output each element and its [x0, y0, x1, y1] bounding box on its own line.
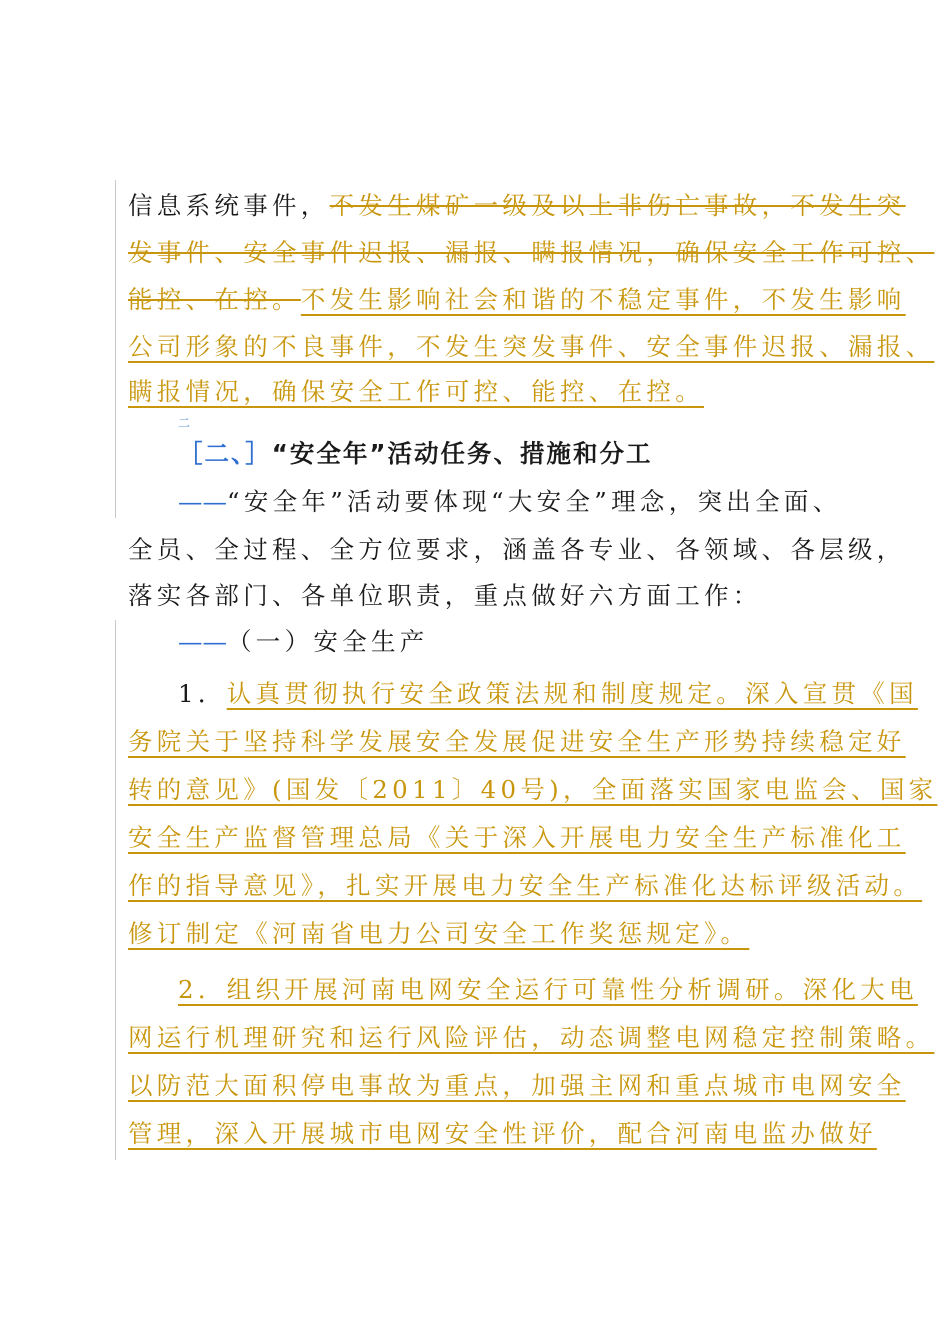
item-number: 1．	[178, 679, 227, 708]
text-line	[128, 772, 937, 812]
revision-bar-bottom	[115, 620, 116, 1160]
insertion-marker: 二	[178, 416, 191, 430]
section-heading	[178, 436, 652, 476]
text-line	[128, 1020, 934, 1060]
inserted-text: 不发生影响社会和谐的不稳定事件，不发生影响	[300, 285, 906, 314]
deleted-text: 发事件、安全事件迟报、漏报、瞒报情况，确保安全工作可控、	[128, 238, 935, 267]
paragraph-text: “安全年”活动要体现“大安全”理念，突出全面、	[227, 487, 842, 516]
inserted-text: 修订制定《河南省电力公司安全工作奖惩规定》。	[128, 919, 750, 948]
heading-number: ［二、］	[178, 439, 272, 468]
subsection-title: （一）安全生产	[227, 627, 429, 656]
indent-marker: ——	[178, 487, 227, 516]
text-line	[128, 820, 906, 860]
text-line	[178, 484, 842, 524]
paragraph-text: 全员、全过程、全方位要求，涵盖各专业、各领域、各层级，	[128, 535, 906, 564]
revision-bar-top	[115, 180, 116, 518]
inserted-text: 以防范大面积停电事故为重点，加强主网和重点城市电网安全	[128, 1071, 906, 1100]
plain-text: 信息系统事件，	[128, 191, 330, 220]
inserted-text: 管理，深入开展城市电网安全性评价，配合河南电监办做好	[128, 1119, 877, 1148]
subsection-heading	[178, 624, 429, 664]
text-line	[128, 282, 906, 322]
inserted-text: 公司形象的不良事件，不发生突发事件、安全事件迟报、漏报、	[128, 332, 935, 361]
text-line	[178, 676, 918, 716]
text-line	[178, 972, 918, 1012]
inserted-text: 瞒报情况，确保安全工作可控、能控、在控。	[128, 377, 704, 406]
inserted-text: 转的意见》(国发〔2011〕40号)，全面落实国家电监会、国家	[128, 775, 938, 804]
text-line	[128, 1116, 877, 1156]
text-line	[128, 578, 762, 618]
text-line	[128, 724, 906, 764]
inserted-text: 作的指导意见》，扎实开展电力安全生产标准化达标评级活动。	[128, 871, 923, 900]
text-line	[128, 916, 749, 956]
inserted-text: 认真贯彻执行安全政策法规和制度规定。深入宣贯《国	[226, 679, 918, 708]
paragraph-text: 落实各部门、各单位职责，重点做好六方面工作：	[128, 581, 762, 610]
text-line	[128, 1068, 906, 1108]
deleted-text: 能控、在控。	[128, 285, 301, 314]
text-line	[128, 329, 934, 369]
text-line	[128, 532, 906, 572]
text-line	[128, 868, 922, 908]
text-line	[128, 188, 906, 228]
indent-marker: ——	[178, 627, 227, 656]
text-line	[128, 374, 704, 414]
inserted-text: 安全生产监督管理总局《关于深入开展电力安全生产标准化工	[128, 823, 906, 852]
deleted-text: 不发生煤矿一级及以上非伤亡事故，不发生突	[329, 191, 906, 220]
inserted-text: 2．组织开展河南电网安全运行可靠性分析调研。深化大电	[178, 975, 918, 1004]
inserted-text: 务院关于坚持科学发展安全发展促进安全生产形势持续稳定好	[128, 727, 906, 756]
heading-title: “安全年”活动任务、措施和分工	[271, 439, 653, 468]
inserted-text: 网运行机理研究和运行风险评估，动态调整电网稳定控制策略。	[128, 1023, 935, 1052]
text-line	[128, 235, 934, 275]
